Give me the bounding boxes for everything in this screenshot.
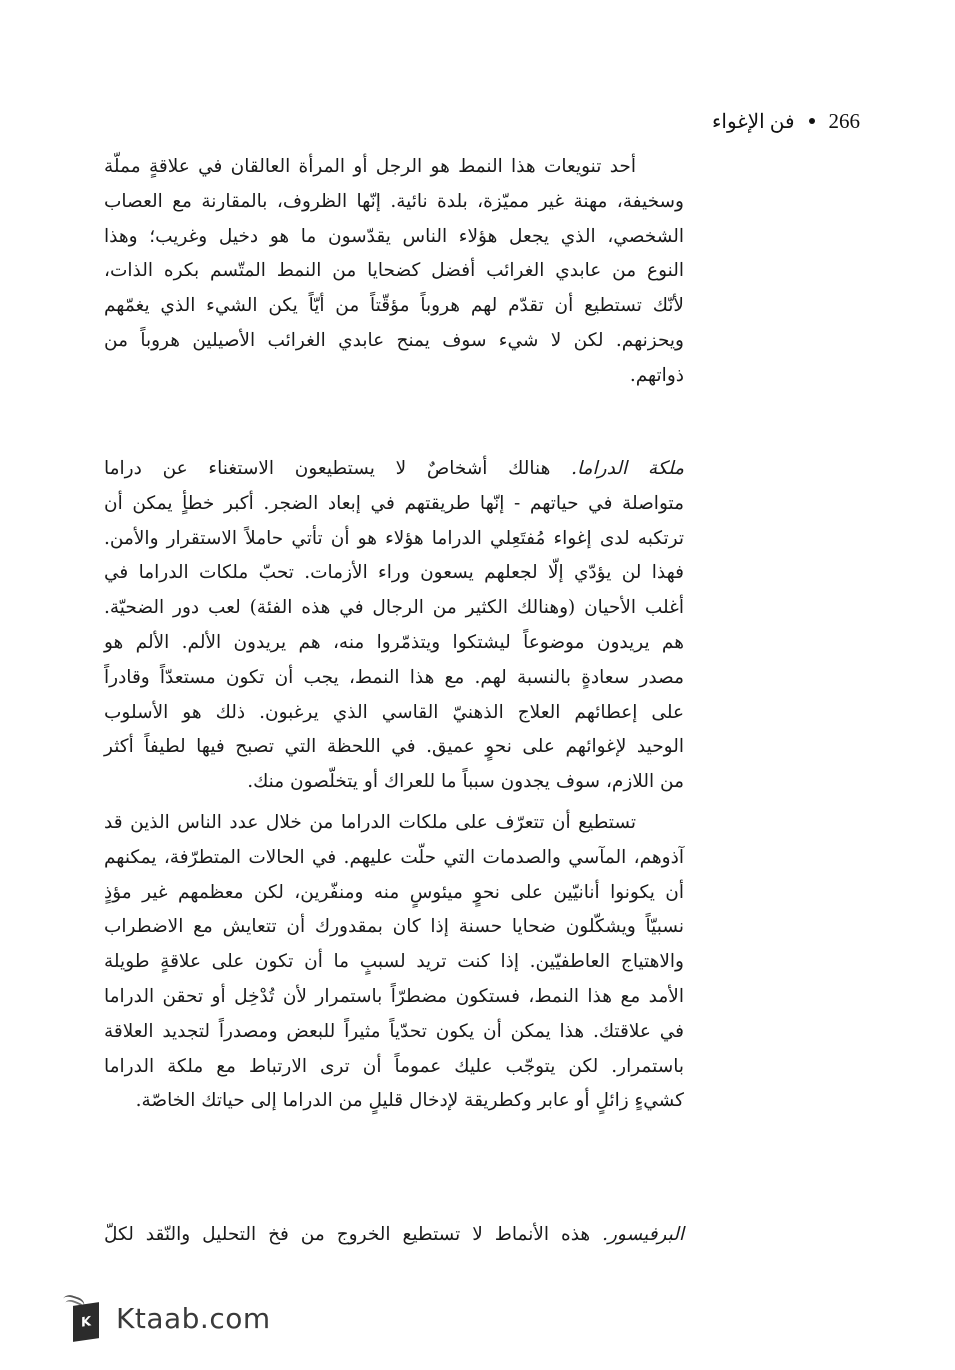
running-header: [560, 106, 860, 136]
book-cover-icon: K: [73, 1302, 99, 1342]
text-line: على إعطائهم العلاج الذهنيّ القاسي الذي يرغبون. ذلك هو الأسلوب: [104, 701, 684, 723]
ktaab-watermark: [60, 1288, 300, 1348]
book-title: فن الإغواء: [712, 110, 795, 133]
text-line: أغلب الأحيان (وهنالك الكثير من الرجال في هذه الفئة) لعب دور الضحيّة.: [104, 597, 684, 619]
text-line: النوع من عابدي الغرائب أفضل كضحايا من النمط المتّسم بكره الذات،: [104, 260, 684, 282]
section-heading-drama-queen: ملكة الدراما.: [571, 458, 684, 479]
text-line: هم يريدون موضوعاً ليشتكوا ويتذمّروا منه، هم يريدون الألم. الألم هو: [104, 631, 684, 653]
text-line: لأنّك تستطيع أن تقدّم لهم هروباً مؤقّتاً من أيّاً يكن الشيء الذي يغمّهم: [104, 295, 684, 317]
section-professor: [104, 1218, 684, 1253]
section-drama-queen: [104, 452, 684, 1119]
text-line-content: هذه الأنماط لا تستطيع الخروج من فخ التحليل والنّقد لكلّ: [104, 1224, 591, 1245]
text-line: فهذا لن يؤدّي إلّا لجعلهم يسعون وراء الأزمات. تحبّ ملكات الدراما في: [104, 562, 684, 584]
text-line: كشيءٍ زائلٍ أو عابر وكطريقة لإدخال قليلٍ من الدراما إلى حياتك الخاصّة.: [135, 1090, 684, 1112]
open-book-logo-icon: [60, 1292, 104, 1344]
text-line: ترتكبه لدى إغواء مُفتَعِلي الدراما هؤلاء هو أن تأتي حاملاً الاستقرار والأمن.: [104, 527, 684, 549]
text-line: ويحزنهم. لكن لا شيء سوف يمنح عابدي الغرائب الأصيلين هروباً من: [104, 329, 684, 351]
text-line: أحد تنويعات هذا النمط هو الرجل أو المرأة العالقان في علاقةٍ مملّة: [104, 156, 636, 177]
brand-name: Ktaab.com: [116, 1301, 271, 1335]
text-line: من اللازم، سوف يجدون سبباً ما للعراك أو يتخلّصون منك.: [247, 771, 684, 793]
text-line: متواصلة في حياتهم - إنّها طريقتهم في إبعاد الضجر. أكبر خطأٍ يمكن أن: [104, 492, 684, 514]
text-line: وسخيفة، مهنة غير مميّزة، بلدة نائية. إنّها الظروف، بالمقارنة مع العصاب: [104, 190, 684, 212]
text-line: أن يكونوا أنانيّين على نحوٍ ميئوسٍ منه ومنفّرين، لكن معظمهم غير مؤذٍ: [104, 881, 684, 903]
text-line: نسبيّاً ويشكّلون ضحايا حسنة إذا كان بمقدورك أن تتعايش مع الاضطراب: [104, 916, 684, 938]
text-line-content: هنالك أشخاصٌ لا يستطيعون الاستغناء عن دراما: [104, 458, 551, 479]
text-line: آذوهم، المآسي والصدمات التي حلّت عليهم. في الحالات المتطرّفة، يمكنهم: [104, 846, 684, 868]
text-line: الوحيد لإغوائهم على نحوٍ عميق. في اللحظة التي تصبح فيها لطيفاً أكثر: [104, 736, 684, 758]
bullet-separator-icon: [809, 118, 815, 124]
page-number: 266: [828, 108, 860, 133]
text-line: ذواتهم.: [629, 364, 684, 386]
text-line: الأمد مع هذا النمط، فستكون مضطرّاً باستمرار لأن تُدْخِل أو تحقن الدراما: [104, 985, 684, 1007]
section-heading-professor: البرفيسور.: [602, 1224, 684, 1245]
paragraph-intro-continued: [104, 150, 684, 394]
text-line: في علاقتك. هذا يمكن أن يكون تحدّياً مثيراً للبعض ومصدراً لتجديد العلاقة: [104, 1020, 684, 1042]
text-line: [104, 452, 684, 487]
text-line: تستطيع أن تتعرّف على ملكات الدراما من خلال عدد الناس الذين قد: [104, 811, 636, 833]
text-line: الشخصي، الذي يجعل هؤلاء الناس يقدّسون ما هو دخيل وغريب؛ وهذا: [104, 225, 684, 247]
text-line: [104, 1218, 684, 1253]
text-line: والاهتياج العاطفيّين. إذا كنت تريد لسببٍ ما أن تكون على علاقةٍ طويلة: [104, 951, 684, 973]
text-line: مصدر سعادةٍ بالنسبة لهم. مع هذا النمط، يجب أن تكون مستعدّاً وقادراً: [104, 666, 684, 688]
text-line: باستمرار. لكن يتوجّب عليك عموماً أن ترى الارتباط مع ملكة الدراما: [104, 1055, 684, 1077]
